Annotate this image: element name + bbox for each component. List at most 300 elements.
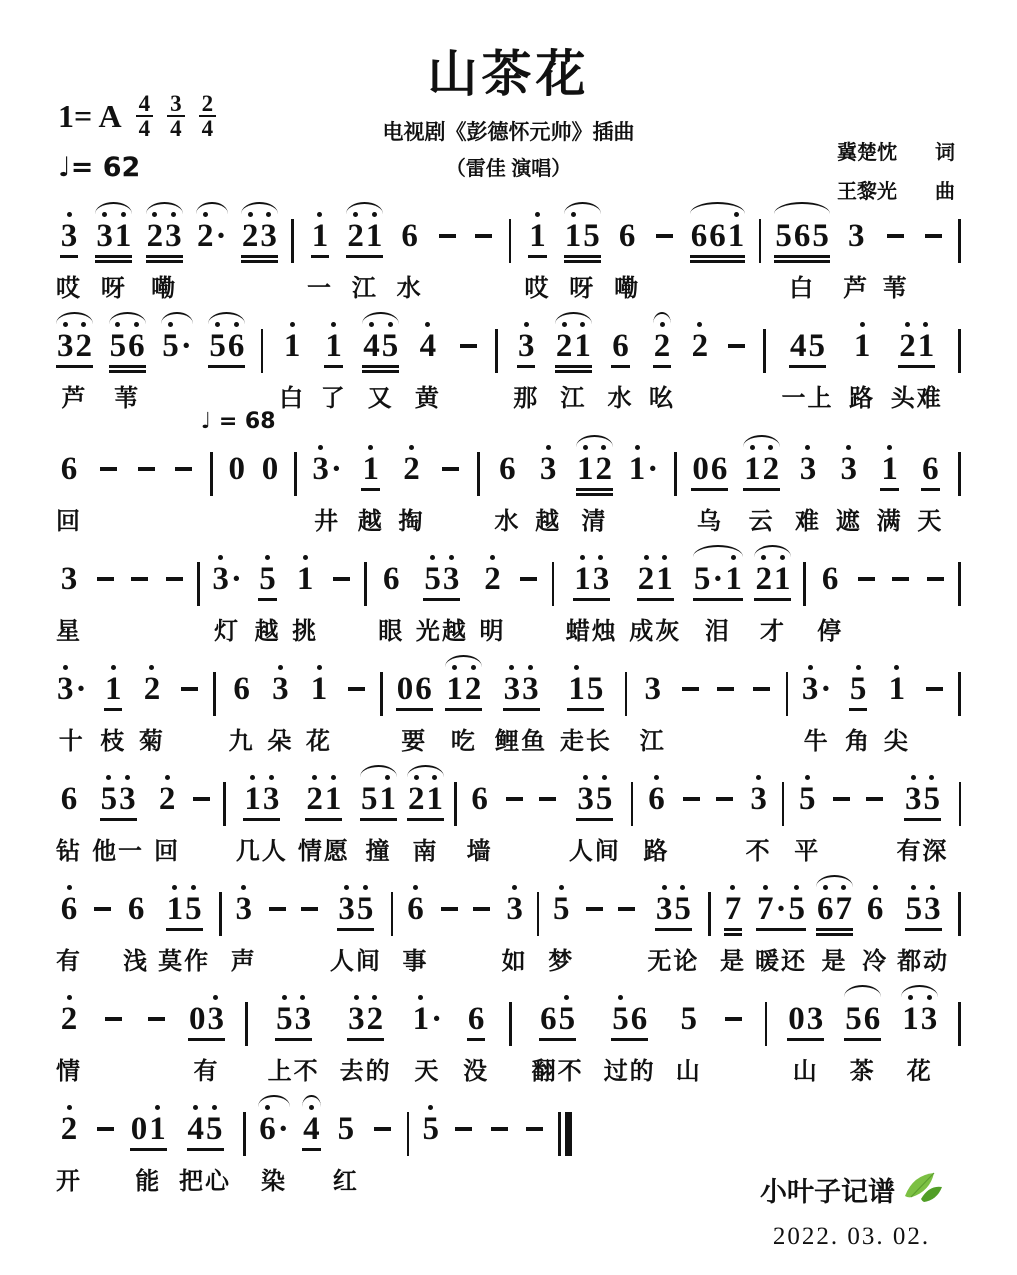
note-wrap — [647, 775, 666, 828]
note-wrap — [208, 322, 245, 375]
dash-glyph — [618, 907, 635, 911]
note-cell — [884, 665, 910, 756]
duration-underlines — [679, 708, 702, 718]
dash-note — [439, 445, 462, 486]
note-cell — [261, 445, 280, 531]
note-token — [211, 555, 243, 596]
duration-underlines — [722, 1038, 745, 1048]
composer-name: 王黎光 — [837, 181, 897, 203]
dash-note — [680, 775, 703, 816]
digit-glyph: 4 — [187, 1111, 205, 1147]
note-char — [184, 885, 203, 926]
duration-underlines — [94, 598, 117, 608]
duration-underlines — [539, 488, 558, 498]
barline — [223, 782, 226, 826]
footer — [760, 1168, 943, 1251]
underline — [844, 1038, 881, 1041]
note-token — [655, 885, 692, 926]
octave-dot — [930, 885, 935, 890]
octave-dot — [191, 885, 196, 890]
barline — [763, 329, 766, 373]
note-cell — [615, 885, 638, 971]
digit-glyph: 6 — [922, 451, 939, 487]
note-char — [710, 445, 729, 486]
note-cell — [524, 212, 550, 303]
barline — [625, 672, 628, 716]
barline — [786, 672, 789, 716]
note-char — [693, 555, 712, 596]
duration-underlines — [102, 1038, 125, 1048]
digit-glyph: 3 — [60, 561, 78, 597]
octave-dot — [509, 665, 514, 670]
lyric-syllable: 几人 — [235, 838, 288, 865]
digit-glyph: 1 — [574, 328, 591, 364]
dash-glyph — [97, 577, 114, 581]
note-wrap — [467, 995, 486, 1048]
digit-glyph: 3 — [260, 218, 277, 254]
note-wrap — [135, 445, 158, 498]
octave-dot — [524, 322, 529, 327]
digit-glyph: 1 — [773, 561, 791, 597]
note-token — [158, 775, 177, 816]
lyric-syllable: 冷 — [862, 948, 889, 975]
digit-glyph: 5 — [808, 328, 825, 364]
duration-underlines — [241, 255, 278, 265]
note-char — [921, 445, 940, 486]
note-cell — [130, 1105, 167, 1196]
note-token — [258, 555, 277, 596]
octave-dot — [873, 885, 878, 890]
octave-dot — [63, 665, 68, 670]
lyric-syllable: 牛 — [803, 728, 830, 755]
underline — [302, 1148, 321, 1151]
note-char — [75, 322, 94, 363]
note-char — [100, 775, 119, 816]
duration-underlines — [400, 255, 419, 265]
underline — [880, 488, 899, 491]
note-wrap — [109, 322, 146, 375]
note-wrap — [830, 775, 853, 828]
octave-dot — [911, 885, 916, 890]
note-char — [127, 322, 146, 363]
lyric-syllable: 一 — [306, 275, 333, 302]
digit-glyph: 1 — [114, 218, 132, 254]
note-char — [880, 445, 899, 486]
note-cell — [258, 1105, 290, 1196]
duration-underlines — [743, 488, 780, 498]
note-char — [227, 445, 246, 486]
note-token — [109, 322, 146, 363]
note-cell — [849, 322, 875, 413]
note-wrap — [382, 555, 401, 608]
note-cell — [566, 555, 618, 646]
note-cell — [340, 995, 392, 1086]
note-wrap — [196, 212, 228, 265]
note-cell — [311, 445, 343, 536]
note-token — [127, 885, 146, 926]
duration-underlines — [402, 488, 421, 498]
note-char — [646, 445, 659, 486]
dash-glyph — [833, 797, 850, 801]
dash-note — [889, 555, 912, 596]
underline — [787, 1038, 824, 1041]
duration-underlines — [310, 708, 329, 718]
octave-dot — [574, 665, 579, 670]
music-line-7 — [56, 885, 961, 978]
dash-glyph — [148, 1017, 165, 1021]
note-char — [847, 212, 866, 253]
digit-glyph: 6 — [60, 451, 78, 487]
note-wrap — [60, 995, 79, 1048]
note-wrap — [483, 555, 502, 608]
dash-note — [472, 212, 495, 253]
octave-dot — [452, 665, 457, 670]
note-cell — [801, 665, 833, 756]
note-token — [347, 995, 384, 1036]
note-cell — [517, 555, 540, 641]
note-token — [539, 445, 558, 486]
note-char — [166, 885, 185, 926]
dash-glyph — [97, 1127, 114, 1131]
note-cell — [917, 445, 943, 536]
octave-dot — [635, 445, 640, 450]
note-cell — [855, 555, 878, 641]
note-cell — [333, 1105, 359, 1196]
note-wrap — [261, 445, 280, 498]
digit-glyph: 1 — [656, 561, 673, 597]
digit-glyph: 5 — [206, 1111, 223, 1147]
note-char — [488, 1105, 511, 1146]
lyric-syllable: 井 — [314, 508, 341, 535]
underline — [109, 370, 146, 373]
note-char — [884, 212, 907, 253]
lyric-syllable: 乌 — [696, 508, 723, 535]
octave-dot — [212, 1105, 217, 1110]
barline — [407, 1112, 410, 1156]
digit-glyph: 1 — [881, 451, 898, 487]
note-cell — [830, 775, 853, 861]
note-char — [576, 445, 595, 486]
note-cell — [145, 995, 168, 1081]
underline — [241, 260, 278, 263]
note-token — [691, 322, 710, 363]
note-cell — [844, 995, 881, 1086]
note-token — [423, 555, 460, 596]
subtitle: 电视剧《彭德怀元帅》插曲 — [382, 121, 635, 144]
note-token — [637, 555, 674, 596]
dash-note — [97, 445, 120, 486]
note-token — [921, 445, 940, 486]
note-wrap — [102, 995, 125, 1048]
note-cell — [398, 445, 424, 536]
lyric-syllable: 哎 — [524, 275, 551, 302]
note-char — [310, 665, 329, 706]
note-token — [143, 665, 162, 706]
octave-dot — [317, 665, 322, 670]
duration-underlines — [60, 818, 79, 828]
note-char — [722, 995, 745, 1036]
note-char — [324, 322, 343, 363]
note-char — [713, 775, 736, 816]
note-cell — [472, 212, 495, 298]
digit-glyph: 0 — [261, 451, 279, 487]
note-wrap — [576, 775, 613, 828]
dash-glyph — [181, 687, 198, 691]
underline — [95, 260, 132, 263]
digit-glyph: 3 — [503, 671, 521, 707]
dash-note — [102, 995, 125, 1036]
digit-glyph: 6 — [817, 891, 834, 927]
duration-underlines — [725, 365, 748, 375]
note-char — [762, 445, 781, 486]
note-char — [135, 445, 158, 486]
note-char — [505, 885, 524, 926]
duration-underlines — [298, 928, 321, 938]
duration-underlines — [750, 708, 773, 718]
duration-underlines — [583, 928, 606, 938]
note-char — [470, 775, 489, 816]
lyric-syllable: 水 — [396, 275, 423, 302]
note-token — [396, 665, 433, 706]
digit-glyph: 3 — [207, 1001, 225, 1037]
note-cell — [755, 885, 807, 976]
duration-underlines — [109, 365, 146, 375]
digit-glyph: 6 — [407, 891, 424, 927]
note-token — [382, 555, 401, 596]
lyric-syllable: 是 — [719, 948, 746, 975]
lyric-syllable: 苇 — [882, 275, 909, 302]
note-token — [419, 322, 438, 363]
note-char — [583, 885, 606, 926]
octave-dot — [680, 885, 685, 890]
note-char — [102, 995, 125, 1036]
note-cell — [346, 212, 383, 303]
octave-dot — [490, 555, 495, 560]
digit-glyph: 3 — [644, 671, 662, 707]
digit-glyph: 6 — [415, 671, 432, 707]
duration-underlines — [439, 488, 462, 498]
note-cell — [345, 665, 368, 751]
lyric-syllable: 能 — [135, 1168, 162, 1195]
duration-underlines — [232, 708, 251, 718]
dash-note — [488, 1105, 511, 1146]
octave-dot — [418, 995, 423, 1000]
note-char — [356, 885, 375, 926]
dash-glyph — [887, 234, 904, 238]
octave-dot — [905, 322, 910, 327]
digit-glyph: 3 — [577, 781, 594, 817]
duration-underlines — [97, 488, 120, 498]
digit-glyph: 1 — [311, 218, 329, 254]
dash-note — [470, 885, 493, 926]
underline — [346, 255, 383, 258]
note-token — [756, 885, 806, 926]
dash-glyph — [753, 687, 770, 691]
lyric-syllable: 都动 — [897, 948, 950, 975]
digit-glyph: 3 — [506, 891, 523, 927]
note-char — [830, 775, 853, 816]
note-wrap — [130, 1105, 167, 1158]
underline — [611, 1038, 648, 1041]
dash-note — [91, 885, 114, 926]
dash-glyph — [175, 467, 192, 471]
note-cell — [360, 775, 397, 866]
note-cell — [330, 555, 353, 641]
note-cell — [362, 322, 399, 413]
digit-glyph: 2 — [196, 218, 214, 254]
octave-dot — [449, 555, 454, 560]
note-char — [855, 555, 878, 596]
note-token — [483, 555, 502, 596]
lyric-syllable: 浅 — [123, 948, 150, 975]
digit-glyph: 2 — [75, 328, 92, 364]
lyric-syllable: 茶 — [849, 1058, 876, 1085]
underline — [555, 370, 592, 373]
octave-dot — [564, 995, 569, 1000]
note-char — [114, 212, 133, 253]
octave-dot — [856, 665, 861, 670]
duration-underlines — [888, 708, 907, 718]
duration-underlines — [296, 598, 315, 608]
octave-dot — [331, 775, 336, 780]
note-wrap — [298, 885, 321, 938]
octave-dot — [911, 775, 916, 780]
digit-glyph: 2 — [484, 561, 501, 597]
note-wrap — [725, 322, 748, 375]
note-cell — [154, 775, 180, 866]
octave-dot — [354, 995, 359, 1000]
underline — [503, 708, 540, 711]
note-token — [576, 445, 613, 486]
dash-glyph — [455, 1127, 472, 1131]
digit-glyph: 6 — [618, 218, 636, 254]
note-token — [801, 665, 833, 706]
note-token — [467, 995, 486, 1036]
octave-dot — [278, 665, 283, 670]
digit-glyph: 6 — [467, 1001, 485, 1037]
note-cell — [463, 995, 489, 1086]
duration-underlines — [452, 1148, 475, 1158]
note-token — [798, 775, 817, 816]
duration-underlines — [60, 928, 79, 938]
digit-glyph: 5 — [381, 328, 399, 364]
note-wrap — [423, 555, 460, 608]
underline — [693, 598, 743, 601]
note-char — [844, 995, 863, 1036]
digit-glyph: 2 — [146, 218, 164, 254]
underline — [564, 255, 601, 258]
octave-dot — [805, 445, 810, 450]
underline — [130, 1148, 167, 1151]
note-char — [207, 995, 226, 1036]
octave-dot — [218, 555, 223, 560]
duration-underlines — [283, 365, 302, 375]
note-wrap — [488, 1105, 511, 1158]
note-cell — [607, 322, 633, 413]
lyric-syllable: 蜡烛 — [565, 618, 618, 645]
note-char — [528, 212, 547, 253]
duration-underlines — [271, 708, 290, 718]
note-token — [311, 212, 330, 253]
octave-dot — [512, 885, 517, 890]
duration-underlines — [60, 1038, 79, 1048]
note-cell — [467, 775, 493, 866]
duration-underlines — [261, 488, 280, 498]
dash-note — [503, 775, 526, 816]
digit-glyph: 6 — [471, 781, 488, 817]
duration-underlines — [924, 598, 947, 608]
digit-glyph: 0 — [788, 1001, 805, 1037]
octave-dot — [768, 445, 773, 450]
dash-glyph — [716, 797, 733, 801]
note-cell — [91, 885, 114, 971]
lyric-syllable: 挑 — [292, 618, 319, 645]
note-token — [844, 995, 881, 1036]
dash-glyph — [333, 577, 350, 581]
lyric-syllable: 天 — [414, 1058, 441, 1085]
duration-underlines — [266, 928, 289, 938]
note-cell — [56, 775, 82, 866]
transcriber-credit — [760, 1168, 943, 1211]
note-cell — [604, 995, 656, 1086]
note-cell — [56, 322, 93, 413]
note-token — [60, 212, 79, 253]
note-token — [573, 555, 610, 596]
octave-dot — [528, 665, 533, 670]
duration-underlines — [847, 255, 866, 265]
underline — [445, 708, 482, 711]
note-wrap — [655, 885, 692, 938]
lyric-syllable: 莫作 — [158, 948, 211, 975]
duration-underlines — [60, 1148, 79, 1158]
note-wrap — [187, 1105, 224, 1158]
note-cell — [640, 665, 666, 756]
digit-glyph: · — [230, 561, 242, 597]
dash-note — [371, 1105, 394, 1146]
note-cell — [436, 212, 459, 298]
note-char — [143, 665, 162, 706]
duration-underlines — [901, 1038, 938, 1048]
note-char — [426, 775, 445, 816]
duration-underlines — [419, 365, 438, 375]
barline — [958, 452, 961, 496]
dash-note — [190, 775, 213, 816]
octave-dot — [618, 995, 623, 1000]
lyric-syllable: 回 — [56, 508, 82, 535]
duration-underlines — [680, 818, 703, 828]
note-cell — [897, 885, 949, 976]
note-wrap — [789, 322, 826, 375]
note-wrap — [628, 445, 660, 498]
note-token — [208, 322, 245, 363]
note-cell — [56, 885, 82, 976]
note-token — [905, 885, 942, 926]
note-char — [787, 885, 806, 926]
note-wrap — [227, 445, 246, 498]
note-char — [536, 775, 559, 816]
dash-glyph — [539, 797, 556, 801]
note-cell — [714, 665, 737, 751]
note-char — [243, 775, 262, 816]
lyric-syllable: 是 — [821, 948, 848, 975]
digit-glyph: 1 — [902, 1001, 919, 1037]
note-cell — [306, 665, 332, 756]
note-token — [400, 212, 419, 253]
note-cell — [208, 322, 245, 408]
dash-glyph — [526, 1127, 543, 1131]
note-token — [647, 775, 666, 816]
lyric-syllable: 云 — [748, 508, 775, 535]
